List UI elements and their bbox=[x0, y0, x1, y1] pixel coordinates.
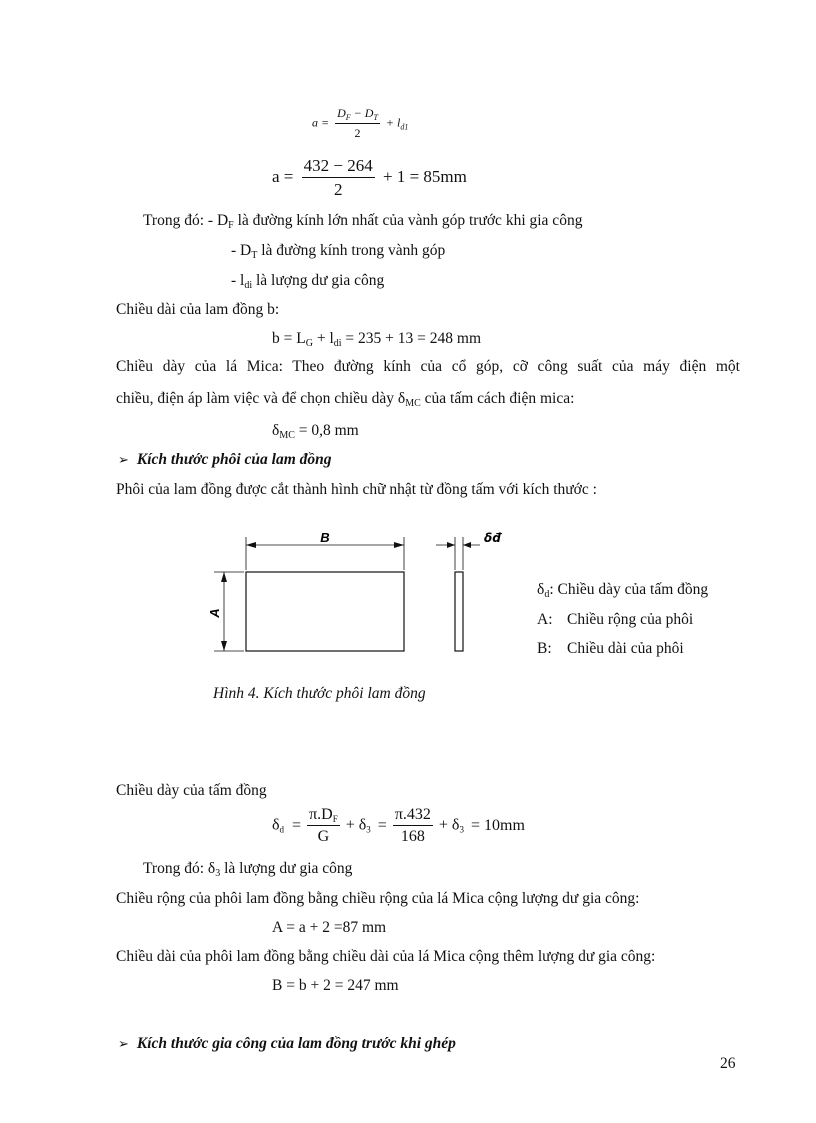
arrow-bullet-icon: ➢ bbox=[118, 452, 129, 467]
legend-item: B: Chiều dài của phôi bbox=[537, 640, 684, 657]
paragraph: Chiều rộng của phôi lam đồng bằng chiều rộng của lá Mica cộng lượng dư gia công: bbox=[116, 890, 640, 907]
section-heading: ➢ Kích thước gia công của lam đồng trước khi ghép bbox=[118, 1035, 456, 1052]
label-b: B bbox=[320, 530, 330, 545]
paragraph: Chiều dài của phôi lam đồng bằng chiều dài của lá Mica cộng thêm lượng dư gia công: bbox=[116, 948, 656, 965]
where-intro: Trong đó: - $D_F$ là đường kính lớn nhất của vành góp trước khi gia công bbox=[143, 212, 583, 231]
formula-tail: + l bbox=[385, 115, 401, 130]
paragraph: Chiều dài của lam đồng b: bbox=[116, 301, 280, 318]
formula-lhs: a = bbox=[312, 115, 330, 130]
arrow-bullet-icon: ➢ bbox=[118, 1036, 129, 1051]
paragraph: chiều, điện áp làm việc và để chọn chiều dày $\delta_{MC}$ của tấm cách điện mica: bbox=[116, 390, 575, 409]
formula-b: $b = L_G + l_{di} = 235 + 13 = 248$ mm bbox=[272, 330, 482, 349]
where-item: - $l_{di}$ là lượng dư gia công bbox=[231, 272, 385, 291]
paragraph: Trong đó: $\delta_3$ là lượng dư gia công bbox=[143, 860, 353, 879]
formula-fraction: $\frac{\pi.D_F}{G}$ bbox=[309, 806, 338, 845]
formula-length-b: B = b + 2 = 247 mm bbox=[272, 977, 399, 994]
label-delta: δđ bbox=[484, 531, 501, 545]
label-a: A bbox=[207, 608, 222, 618]
formula-a-symbolic: a = $\frac{D_F - D_T}{2}$ + $l_{d1}$ bbox=[312, 106, 409, 140]
paragraph: Phôi của lam đồng được cắt thành hình chữ nhật từ đồng tấm với kích thước : bbox=[116, 481, 597, 498]
legend-item: A: Chiều rộng của phôi bbox=[537, 611, 694, 628]
formula-a-numeric: a = $\frac{432 - 264}{2}$ + 1 = 85mm bbox=[272, 156, 467, 199]
paragraph: Chiều dày của tấm đồng bbox=[116, 782, 267, 799]
plate-side-rect bbox=[455, 572, 463, 651]
page-number: 26 bbox=[720, 1055, 736, 1072]
formula-thickness: $\delta_d$ = $\frac{\pi.D_F}{G}$ + $\delta_3$ = $\frac{\pi.432}{168}$ + $\delta_3 = 10mm$ bbox=[272, 806, 525, 845]
paragraph: Chiều dày của lá Mica: Theo đường kính của cổ góp, cỡ công suất của máy điện một bbox=[116, 358, 740, 375]
formula-width-a: A = a + 2 =87 mm bbox=[272, 919, 387, 936]
formula-fraction: $\frac{432 - 264}{2}$ bbox=[303, 156, 373, 199]
blank-plate-rect bbox=[246, 572, 404, 651]
where-item: - $D_T$ là đường kính trong vành góp bbox=[231, 242, 446, 261]
formula-fraction: $\frac{\pi.432}{168}$ bbox=[394, 806, 431, 845]
blank-dimension-figure bbox=[200, 525, 520, 660]
section-heading: ➢ Kích thước phôi của lam đồng bbox=[118, 451, 332, 468]
legend-item: $\delta_d$: Chiều dày của tấm đồng bbox=[537, 581, 709, 600]
formula-fraction: $\frac{D_F - D_T}{2}$ bbox=[337, 106, 378, 140]
formula-mica: $\delta_{MC} = 0,8$ mm bbox=[272, 422, 359, 441]
figure-caption: Hình 4. Kích thước phôi lam đồng bbox=[213, 685, 426, 702]
